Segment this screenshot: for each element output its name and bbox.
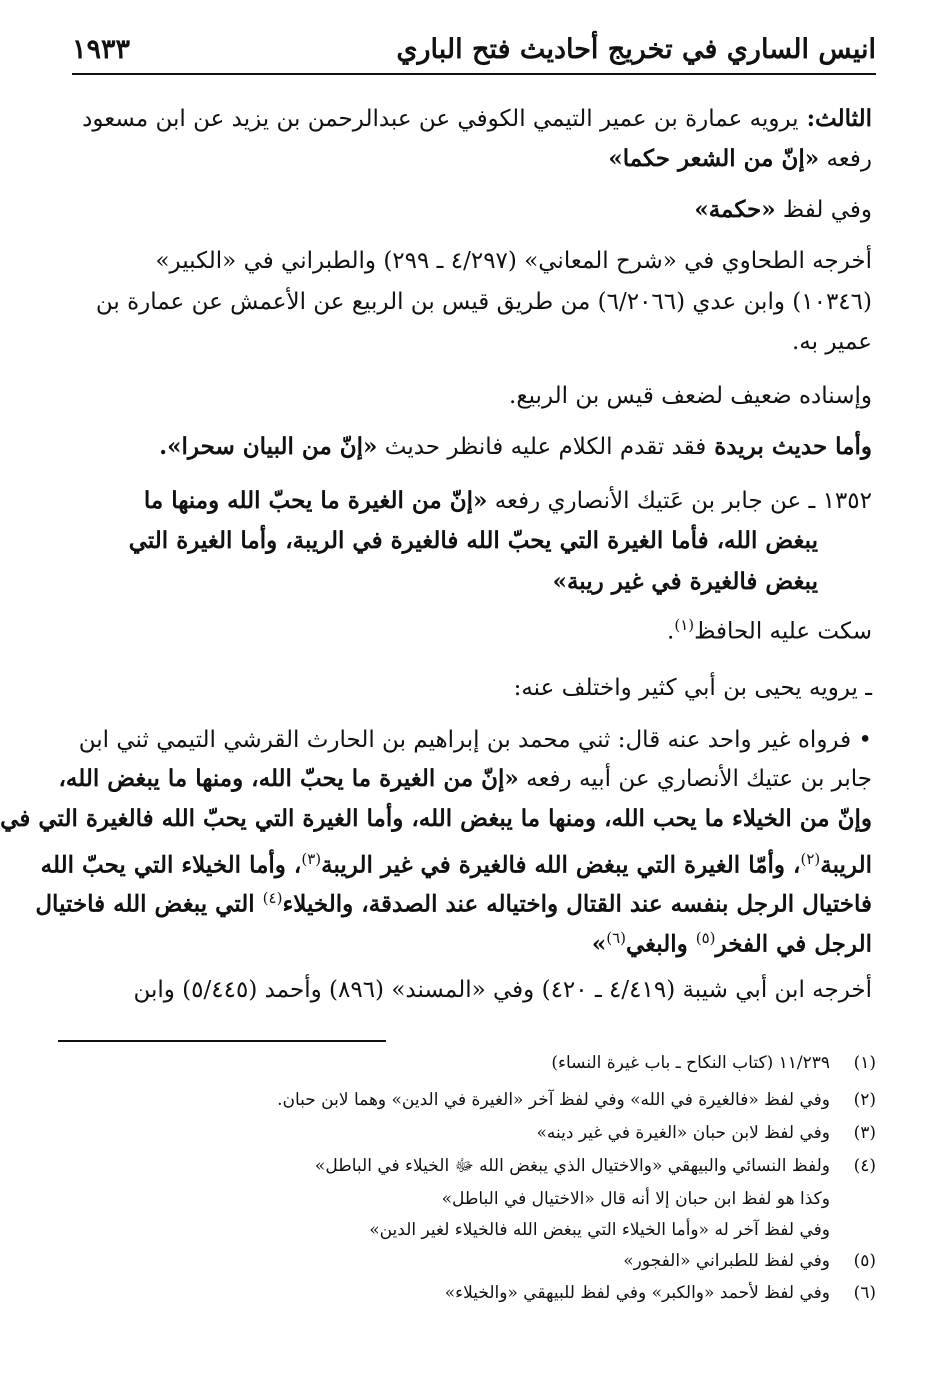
text-line [74, 322, 872, 362]
text-segment: والبغي [626, 930, 696, 958]
text-segment: ـ يرويه يحيى بن أبي كثير واختلف عنه: [513, 675, 872, 701]
text-segment: وفي لفظ [775, 197, 872, 223]
footnote-number: (٦) [853, 1283, 876, 1303]
text-line [74, 970, 872, 1010]
footnote-ref: (٥) [695, 929, 716, 947]
text-line [74, 99, 872, 139]
footnote [74, 1120, 876, 1146]
text-segment: «إنّ من البيان سحرا». [159, 433, 378, 460]
text-line [74, 720, 872, 760]
footnote-text: وفي لفظ لأحمد «والكبر» وفي لفظ للبيهقي «والخيلاء» [444, 1283, 830, 1303]
footnote [74, 1280, 876, 1306]
text-segment: أخرجه الطحاوي في «شرح المعاني» (٤/٢٩٧ ـ ٢٩٩) والطبراني في «الكبير» [155, 248, 872, 274]
text-segment: • فرواه غير واحد عنه قال: ثني محمد بن إبراهيم بن الحارث القرشي التيمي ثني ابن [78, 727, 872, 753]
header-rule [72, 73, 876, 75]
text-segment: » [591, 930, 607, 958]
text-segment: التي يبغض الله فاختيال [35, 890, 263, 918]
text-segment: الريبة [820, 851, 872, 879]
text-segment: يبغض فالغيرة في غير ريبة» [552, 568, 818, 595]
page-number: ١٩٣٣ [72, 34, 131, 65]
footnote-text: وفي لفظ للطبراني «الفجور» [623, 1251, 830, 1271]
footnote [74, 1050, 876, 1076]
text-segment: وإنّ من الخيلاء ما يحب الله، ومنها ما يبغض الله، وأما الغيرة التي يحبّ الله فالغيرة التي في [0, 805, 872, 832]
text-segment: فاختيال الرجل بنفسه عند القتال واختياله عند الصدقة، والخيلاء [282, 890, 872, 918]
text-line [74, 918, 872, 965]
text-line [74, 605, 872, 652]
text-segment: أخرجه ابن أبي شيبة (٤/٤١٩ ـ ٤٢٠) وفي «المسند» (٨٩٦) وأحمد (٥/٤٤٥) وابن [133, 977, 872, 1003]
text-line [74, 521, 818, 561]
text-segment: فقد تقدم الكلام عليه فانظر حديث [377, 434, 707, 460]
footnote-number: (٣) [853, 1123, 876, 1143]
footnote-rule [58, 1040, 386, 1042]
text-segment: عمير به. [791, 329, 872, 355]
footnote-number: (١) [853, 1053, 876, 1073]
text-segment: الرجل في الفخر [715, 930, 872, 958]
text-segment: ، وأما الخيلاء التي يحبّ الله [40, 851, 302, 879]
footnote [74, 1186, 876, 1212]
footnote [74, 1248, 876, 1274]
footnote-ref: (٤) [262, 889, 283, 907]
text-segment: (١٠٣٤٦) وابن عدي (٦/٢٠٦٦) من طريق قيس بن الربيع عن الأعمش عن عمارة بن [95, 289, 872, 315]
footnote-text: وفي لفظ آخر له «وأما الخيلاء التي يبغض الله فالخيلاء لغير الدين» [369, 1220, 830, 1240]
text-line [74, 139, 872, 179]
footnote [74, 1153, 876, 1179]
text-segment: ، وأمّا الغيرة التي يبغض الله فالغيرة في غير الريبة [321, 851, 801, 879]
footnote-text: وفي لفظ لابن حبان «الغيرة في غير دينه» [536, 1123, 830, 1143]
text-segment: وإسناده ضعيف لضعف قيس بن الربيع. [509, 383, 872, 409]
text-segment: رفعه [819, 146, 872, 172]
text-segment: ١٣٥٢ ـ عن جابر بن عَتيك الأنصاري رفعه [487, 488, 872, 514]
text-segment: يبغض الله، فأما الغيرة التي يحبّ الله فالغيرة في الريبة، وأما الغيرة التي [128, 527, 818, 554]
page-header [72, 30, 876, 76]
footnote-number: (٢) [853, 1090, 876, 1110]
footnote [74, 1087, 876, 1113]
text-segment: الثالث: [798, 105, 872, 132]
text-line [74, 427, 872, 467]
book-title: انيس الساري في تخريج أحاديث فتح الباري [396, 34, 876, 65]
text-line [74, 282, 872, 322]
footnote-text: وفي لفظ «فالغيرة في الله» وفي لفظ آخر «الغيرة في الدين» وهما لابن حبان. [277, 1090, 830, 1110]
text-segment: «حكمة» [694, 196, 776, 223]
footnote-ref: (٣) [301, 850, 322, 868]
text-segment: وأما حديث بريدة [706, 433, 872, 460]
footnote-text: ولفظ النسائي والبيهقي «والاختيال الذي يبغض الله ﷻ الخيلاء في الباطل» [314, 1156, 830, 1176]
text-line [74, 190, 872, 230]
text-segment: «إنّ من الشعر حكما» [608, 145, 820, 172]
text-line [58, 759, 872, 799]
text-segment: جابر بن عتيك الأنصاري عن أبيه رفعه [518, 766, 872, 792]
footnote-number: (٤) [853, 1156, 876, 1176]
text-segment: سكت عليه الحافظ [694, 618, 872, 645]
footnote-ref: (٦) [606, 929, 627, 947]
text-line [0, 799, 872, 839]
text-segment: «إنّ من الغيرة ما يحبّ الله، ومنها ما يبغض الله، [58, 765, 519, 792]
text-segment: . [667, 618, 675, 645]
footnote [74, 1217, 876, 1243]
text-line [74, 668, 872, 708]
footnote-text: وكذا هو لفظ ابن حبان إلا أنه قال «الاختيال في الباطل» [441, 1189, 830, 1209]
footnote-ref: (١) [674, 616, 695, 634]
text-line [74, 562, 818, 602]
text-line [74, 241, 872, 281]
footnote-text: ١١/٢٣٩ (كتاب النكاح ـ باب غيرة النساء) [551, 1053, 830, 1073]
text-segment: «إنّ من الغيرة ما يحبّ الله ومنها ما [143, 487, 488, 514]
text-line [74, 376, 872, 416]
footnote-number: (٥) [853, 1251, 876, 1271]
footnote-ref: (٢) [800, 850, 821, 868]
text-segment: يرويه عمارة بن عمير التيمي الكوفي عن عبدالرحمن بن يزيد عن ابن مسعود [82, 106, 799, 132]
hadith-1352-line [74, 481, 872, 521]
